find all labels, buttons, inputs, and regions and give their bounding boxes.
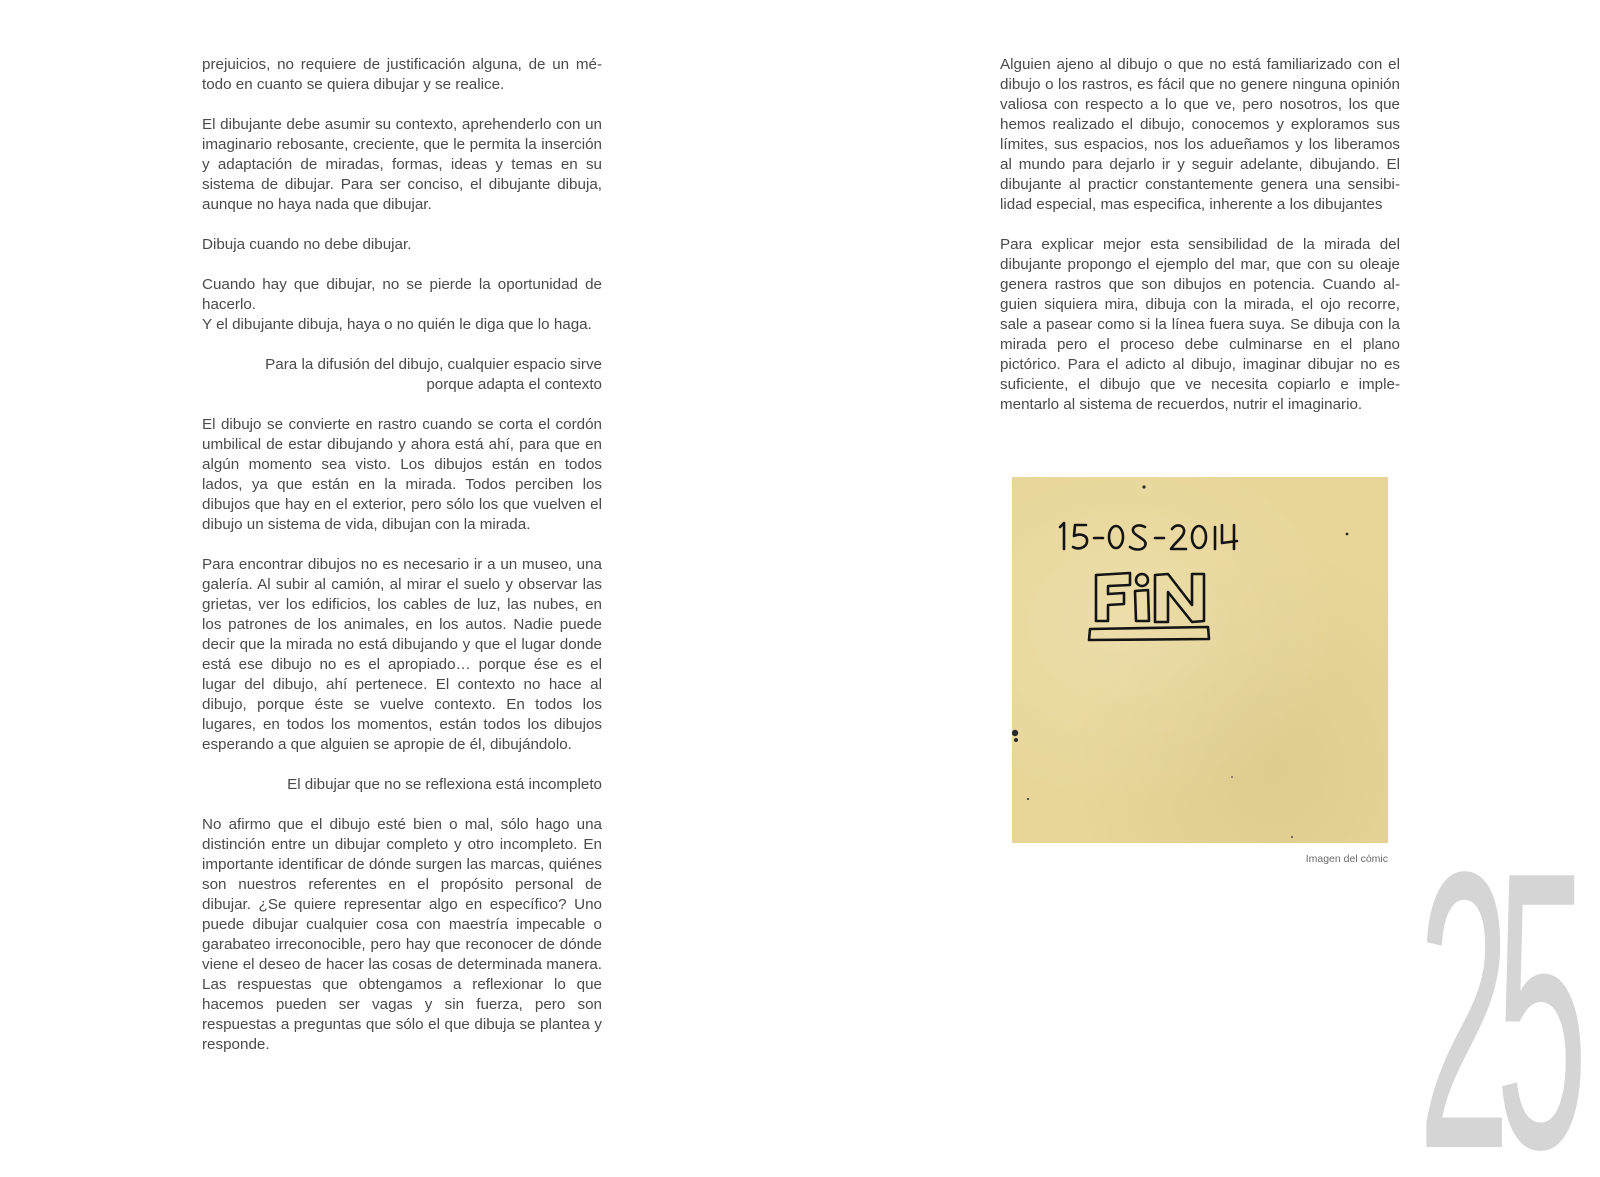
paragraph: Dibuja cuando no debe dibujar. [202,236,412,253]
pull-quote: Para la difusión del dibujo, cualquier espacio sirve porque adapta el contexto [265,356,602,393]
paragraph: El dibujante debe asumir su contexto, aprehenderlo con un imaginario rebosante, creciente, que le permita la inserción y adaptación de miradas, formas, ideas y temas en su sistema de dibujar. Para ser conciso, el dibujante dibuja, aunque no haya nada que dibujar. [202,116,602,213]
comic-drawing [1012,477,1388,843]
page-number [1418,855,1600,1175]
image-caption: Imagen del cómic [1305,853,1388,865]
paragraph: Para encontrar dibujos no es necesario ir a un museo, una galería. Al subir al camión, al mirar el suelo y observar las grietas, ver los edificios, los cables de luz, las nubes, en los patrones de los animales, en los autos. Nadie puede decir que la mirada no está dibujando y que el lugar donde está ese dibujo no es el apropiado… porque ése es el lugar del dibujo, ahí pertenece. El contexto no hace al dibujo, porque éste se vuelve contexto. En todos los lugares, en todos los momentos, están todos los dibujos esperando a que alguien se apropie de él, dibujándolo. [202,556,602,753]
pull-quote: El dibujar que no se reflexiona está incompleto [287,776,602,793]
paragraph: Y el dibujante dibuja, haya o no quién le diga que lo haga. [202,316,592,333]
comic-image [1012,477,1388,843]
paragraph: Alguien ajeno al dibujo o que no está familiarizado con el dibujo o los rastros, es fácil que no genere ninguna opinión valiosa con respecto a lo que ve, pero nosotros, los que hemos realizado el dibujo, conocemos y exploramos sus límites, sus espacios, nos los adueñamos y los liberamos al mundo para dejarlo ir y seguir adelante, dibujando. El dibujante al practicr constantemente genera una sensibilidad especial, mas especifica, inherente a los dibujantes [1000,56,1400,213]
paragraph: Cuando hay que dibujar, no se pierde la oportunidad de hacerlo. [202,276,602,313]
left-text-column [202,55,602,1075]
paragraph: El dibujo se convierte en rastro cuando se corta el cordón umbilical de estar dibujando y ahora está ahí, para que en algún momento sea visto. Los dibujos están en todos lados, ya que están en la mirada. Todos perciben los dibujos que hay en el exterior, pero sólo los que vuelven el dibujo un sistema de vida, dibujan con la mirada. [202,416,602,533]
handwritten-date [1060,523,1237,550]
right-text-column [1000,55,1400,435]
paragraph: No afirmo que el dibujo esté bien o mal, sólo hago una distinción entre un dibujar completo y otro incompleto. En importante identificar de dónde surgen las marcas, quiénes son nuestros referentes en el propósito personal de dibujar. ¿Se quiere representar algo en específico? Uno puede dibujar cualquier cosa con maestría impecable o garabateo irreconocible, pero hay que reconocer de dónde viene el deseo de hacer las cosas de determinada manera. Las respuestas que obtengamos a reflexionar lo que hacemos pueden ser vagas y sin fuerza, pero son respuestas a preguntas que sólo el que dibuja se plantea y responde. [202,816,602,1053]
page-number-text: 25 [1418,855,1574,1175]
fin-lettering [1089,573,1209,640]
paragraph: Para explicar mejor esta sensibilidad de la mirada del dibujante propongo el ejemplo del mar, que con su oleaje genera rastros que son dibujos en potencia. Cuando alguien siquiera mira, dibuja con la mirada, el ojo recorre, sale a pasear como si la línea fuera suya. Se dibuja con la mirada pero el proceso debe culminarse en el plano pictórico. Para el adicto al dibujo, imaginar dibujar no es suficiente, el dibujo que ve necesita copiarlo e implementarlo al sistema de recuerdos, nutrir el imaginario. [1000,236,1400,413]
paragraph: prejuicios, no requiere de justificación alguna, de un método en cuanto se quiera dibujar y se realice. [202,56,602,93]
